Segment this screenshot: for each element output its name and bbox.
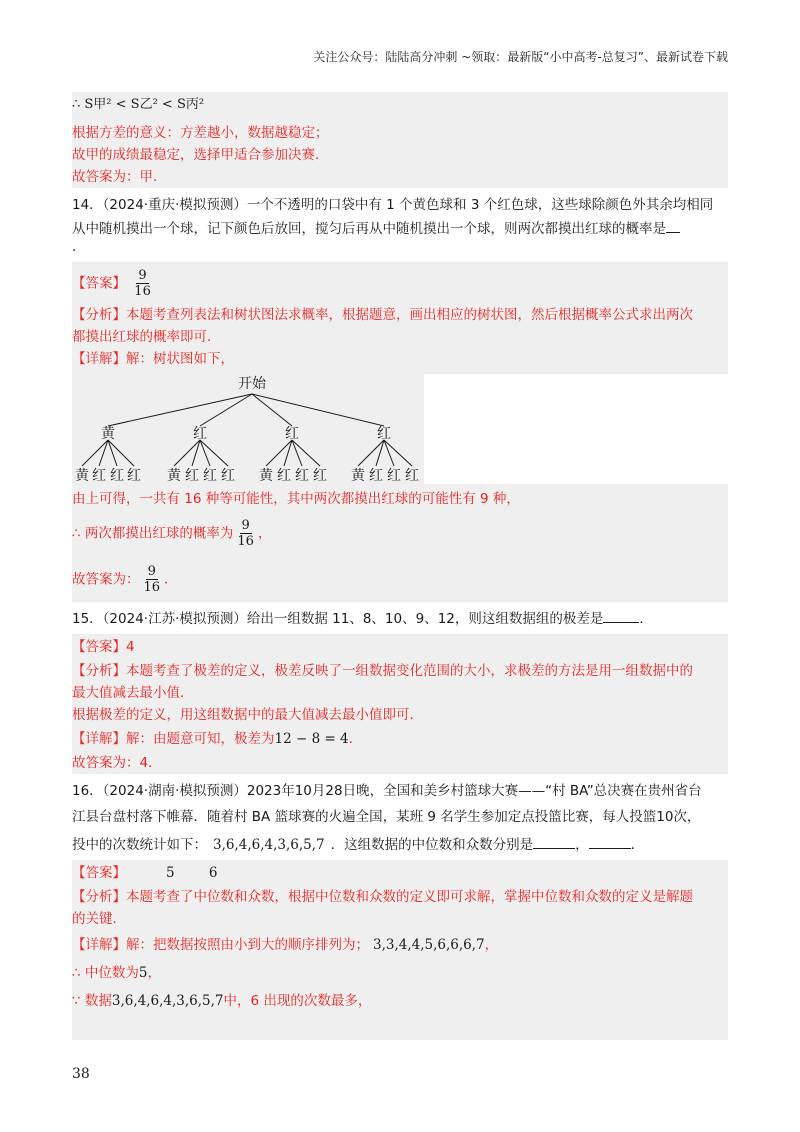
q14-count-line: 由上可得，一共有 16 种等可能性，其中两次都摸出红球的可能性有 9 种，	[72, 491, 520, 507]
page-number: 38	[72, 1066, 90, 1082]
q14-answer-label: 【答案】	[72, 275, 126, 292]
tree-l2-node: 红	[127, 468, 141, 484]
q16-detail-end: ，	[484, 937, 499, 953]
probability-tree-diagram	[72, 374, 424, 484]
tree-l2-node: 红	[110, 468, 124, 484]
q16-median-value: 5	[138, 965, 148, 981]
variance-inequality: ∴ S甲² < S乙² < S丙²	[72, 97, 205, 112]
q16-mode-end: 中，6 出现的次数最多，	[223, 993, 372, 1009]
q16-stem-question: ．这组数据的中位数和众数分别是	[330, 837, 534, 853]
tree-l1-node-2: 红	[285, 426, 299, 442]
q16-mode-text: ∵ 数据	[72, 993, 112, 1009]
q16-detail-text: 【详解】解：把数据按照由小到大的顺序排列为；	[72, 937, 369, 953]
q16-median-blank	[533, 848, 575, 849]
tree-l2-node: 黄	[75, 468, 89, 484]
q15-detail-text: 【详解】解：由题意可知，极差为	[72, 731, 275, 747]
q14-prob-end: ，	[257, 525, 272, 542]
q16-detail	[72, 936, 498, 954]
q14-final-end: ．	[164, 571, 178, 588]
tree-l2-node: 红	[221, 468, 235, 484]
q16-data-list: 3,6,4,6,4,3,6,5,7	[213, 837, 325, 853]
q15-answer: 【答案】4	[72, 639, 135, 655]
tree-l2-node: 红	[369, 468, 383, 484]
q14-prob-fraction	[235, 518, 256, 549]
tree-l1-node-3: 红	[377, 426, 391, 442]
q16-median-end: ，	[147, 965, 161, 981]
tree-l1-node-0: 黄	[101, 426, 115, 442]
tree-l1-node-1: 红	[193, 426, 207, 442]
q14-analysis-line2: 都摸出红球的概率即可．	[72, 329, 221, 345]
tree-l2-node: 红	[185, 468, 199, 484]
tree-l2-node: 黄	[351, 468, 365, 484]
q14-stem-line3: ．	[72, 239, 86, 255]
q14-answer-blank	[666, 232, 680, 233]
q14-final-fraction	[142, 564, 163, 595]
q15-detail-end: ．	[348, 731, 363, 747]
q16-stem-line1: 16．（2024·湖南·模拟预测）2023年10月28日晚，全国和美乡村篮球大赛——“村 BA”总决赛在贵州省台	[72, 783, 702, 799]
tree-l2-node: 红	[92, 468, 106, 484]
q15-analysis-line1: 【分析】本题考查了极差的定义，极差反映了一组数据变化范围的大小，求极差的方法是用一组数据中的	[72, 663, 693, 679]
tree-l2-node: 红	[295, 468, 309, 484]
q15-solution-block	[72, 634, 728, 774]
tree-l2-node: 黄	[167, 468, 181, 484]
tree-l2-node: 红	[405, 468, 419, 484]
q14-final-text: 故答案为：	[72, 571, 140, 588]
fraction-denominator: 16	[134, 284, 151, 299]
fraction-numerator: 9	[241, 518, 250, 533]
q16-stem-text: 投中的次数统计如下：	[72, 837, 207, 853]
q16-answer-label: 【答案】	[72, 865, 126, 881]
fraction-numerator: 9	[138, 268, 147, 283]
q14-answer	[72, 268, 155, 299]
q15-stem-end: ．	[639, 611, 653, 627]
q16-stem-line2: 江县台盘村落下帷幕．随着村 BA 篮球赛的火遍全国，某班 9 名学生参加定点投篮比赛，每人投篮10次，	[72, 809, 701, 825]
q16-median-line	[72, 964, 161, 982]
q14-final-line	[72, 564, 178, 595]
q15-stem	[72, 610, 653, 628]
q14-answer-fraction	[132, 268, 153, 299]
q16-answer	[72, 864, 218, 882]
q16-mode-data: 3,6,4,6,4,3,6,5,7	[111, 993, 224, 1009]
q15-stem-text: 15．（2024·江苏·模拟预测）给出一组数据 11、8、10、9、12，则这组数据组的极差是	[72, 611, 604, 627]
tree-root-label: 开始	[238, 376, 266, 392]
tree-l2-node: 红	[203, 468, 217, 484]
answer-line: 故答案为：甲．	[72, 169, 167, 185]
variance-meaning-line: 根据方差的意义：方差越小，数据越稳定；	[72, 125, 329, 141]
q15-final: 故答案为：4．	[72, 755, 162, 771]
q14-prob-line	[72, 518, 271, 549]
q16-answer-values: 5 6	[166, 865, 218, 881]
q14-prob-text: ∴ 两次都摸出红球的概率为	[72, 525, 234, 542]
q16-mode-line	[72, 992, 371, 1010]
tree-l2-node: 黄	[259, 468, 273, 484]
fraction-denominator: 16	[143, 580, 161, 595]
q14-stem-text: 从中随机摸出一个球，记下颜色后放回，搅匀后再从中随机摸出一个球，则两次都摸出红球的概率是	[72, 221, 666, 237]
q14-detail-line: 【详解】解：树状图如下，	[72, 351, 234, 367]
q16-stem-line3	[72, 836, 644, 854]
q16-mode-blank	[589, 848, 631, 849]
q15-answer-blank	[603, 622, 639, 623]
q16-stem-sep: ，	[575, 837, 589, 853]
q14-stem-line1: 14．（2024·重庆·模拟预测）一个不透明的口袋中有 1 个黄色球和 3 个红色球，这些球除颜色外其余均相同	[72, 197, 714, 213]
conclusion-line: 故甲的成绩最稳定，选择甲适合参加决赛．	[72, 147, 329, 163]
q14-stem-line2	[72, 220, 680, 238]
tree-l2-node: 红	[313, 468, 327, 484]
q15-detail	[72, 730, 362, 748]
q16-sorted-data: 3,3,4,4,5,6,6,6,7	[373, 937, 485, 953]
fraction-denominator: 16	[237, 534, 254, 549]
q15-detail-math: 12 − 8 = 4	[274, 731, 349, 747]
q16-analysis-line1: 【分析】本题考查了中位数和众数，根据中位数和众数的定义即可求解，掌握中位数和众数的定义是解题	[72, 889, 693, 905]
fraction-numerator: 9	[147, 564, 156, 579]
page-header: 关注公众号：陆陆高分冲刺 ~领取：最新版“小中高考-总复习”、最新试卷下载	[313, 50, 728, 64]
q15-analysis-line3: 根据极差的定义，用这组数据中的最大值减去最小值即可．	[72, 707, 423, 723]
q15-analysis-line2: 最大值减去最小值．	[72, 685, 194, 701]
tree-l2-node: 红	[387, 468, 401, 484]
q14-analysis-line1: 【分析】本题考查列表法和树状图法求概率，根据题意，画出相应的树状图，然后根据概率公式求出两次	[72, 307, 693, 323]
q16-median-text: ∴ 中位数为	[72, 965, 139, 981]
q16-analysis-line2: 的关键．	[72, 911, 126, 927]
q16-stem-end: ．	[630, 837, 645, 853]
tree-l2-node: 红	[277, 468, 291, 484]
